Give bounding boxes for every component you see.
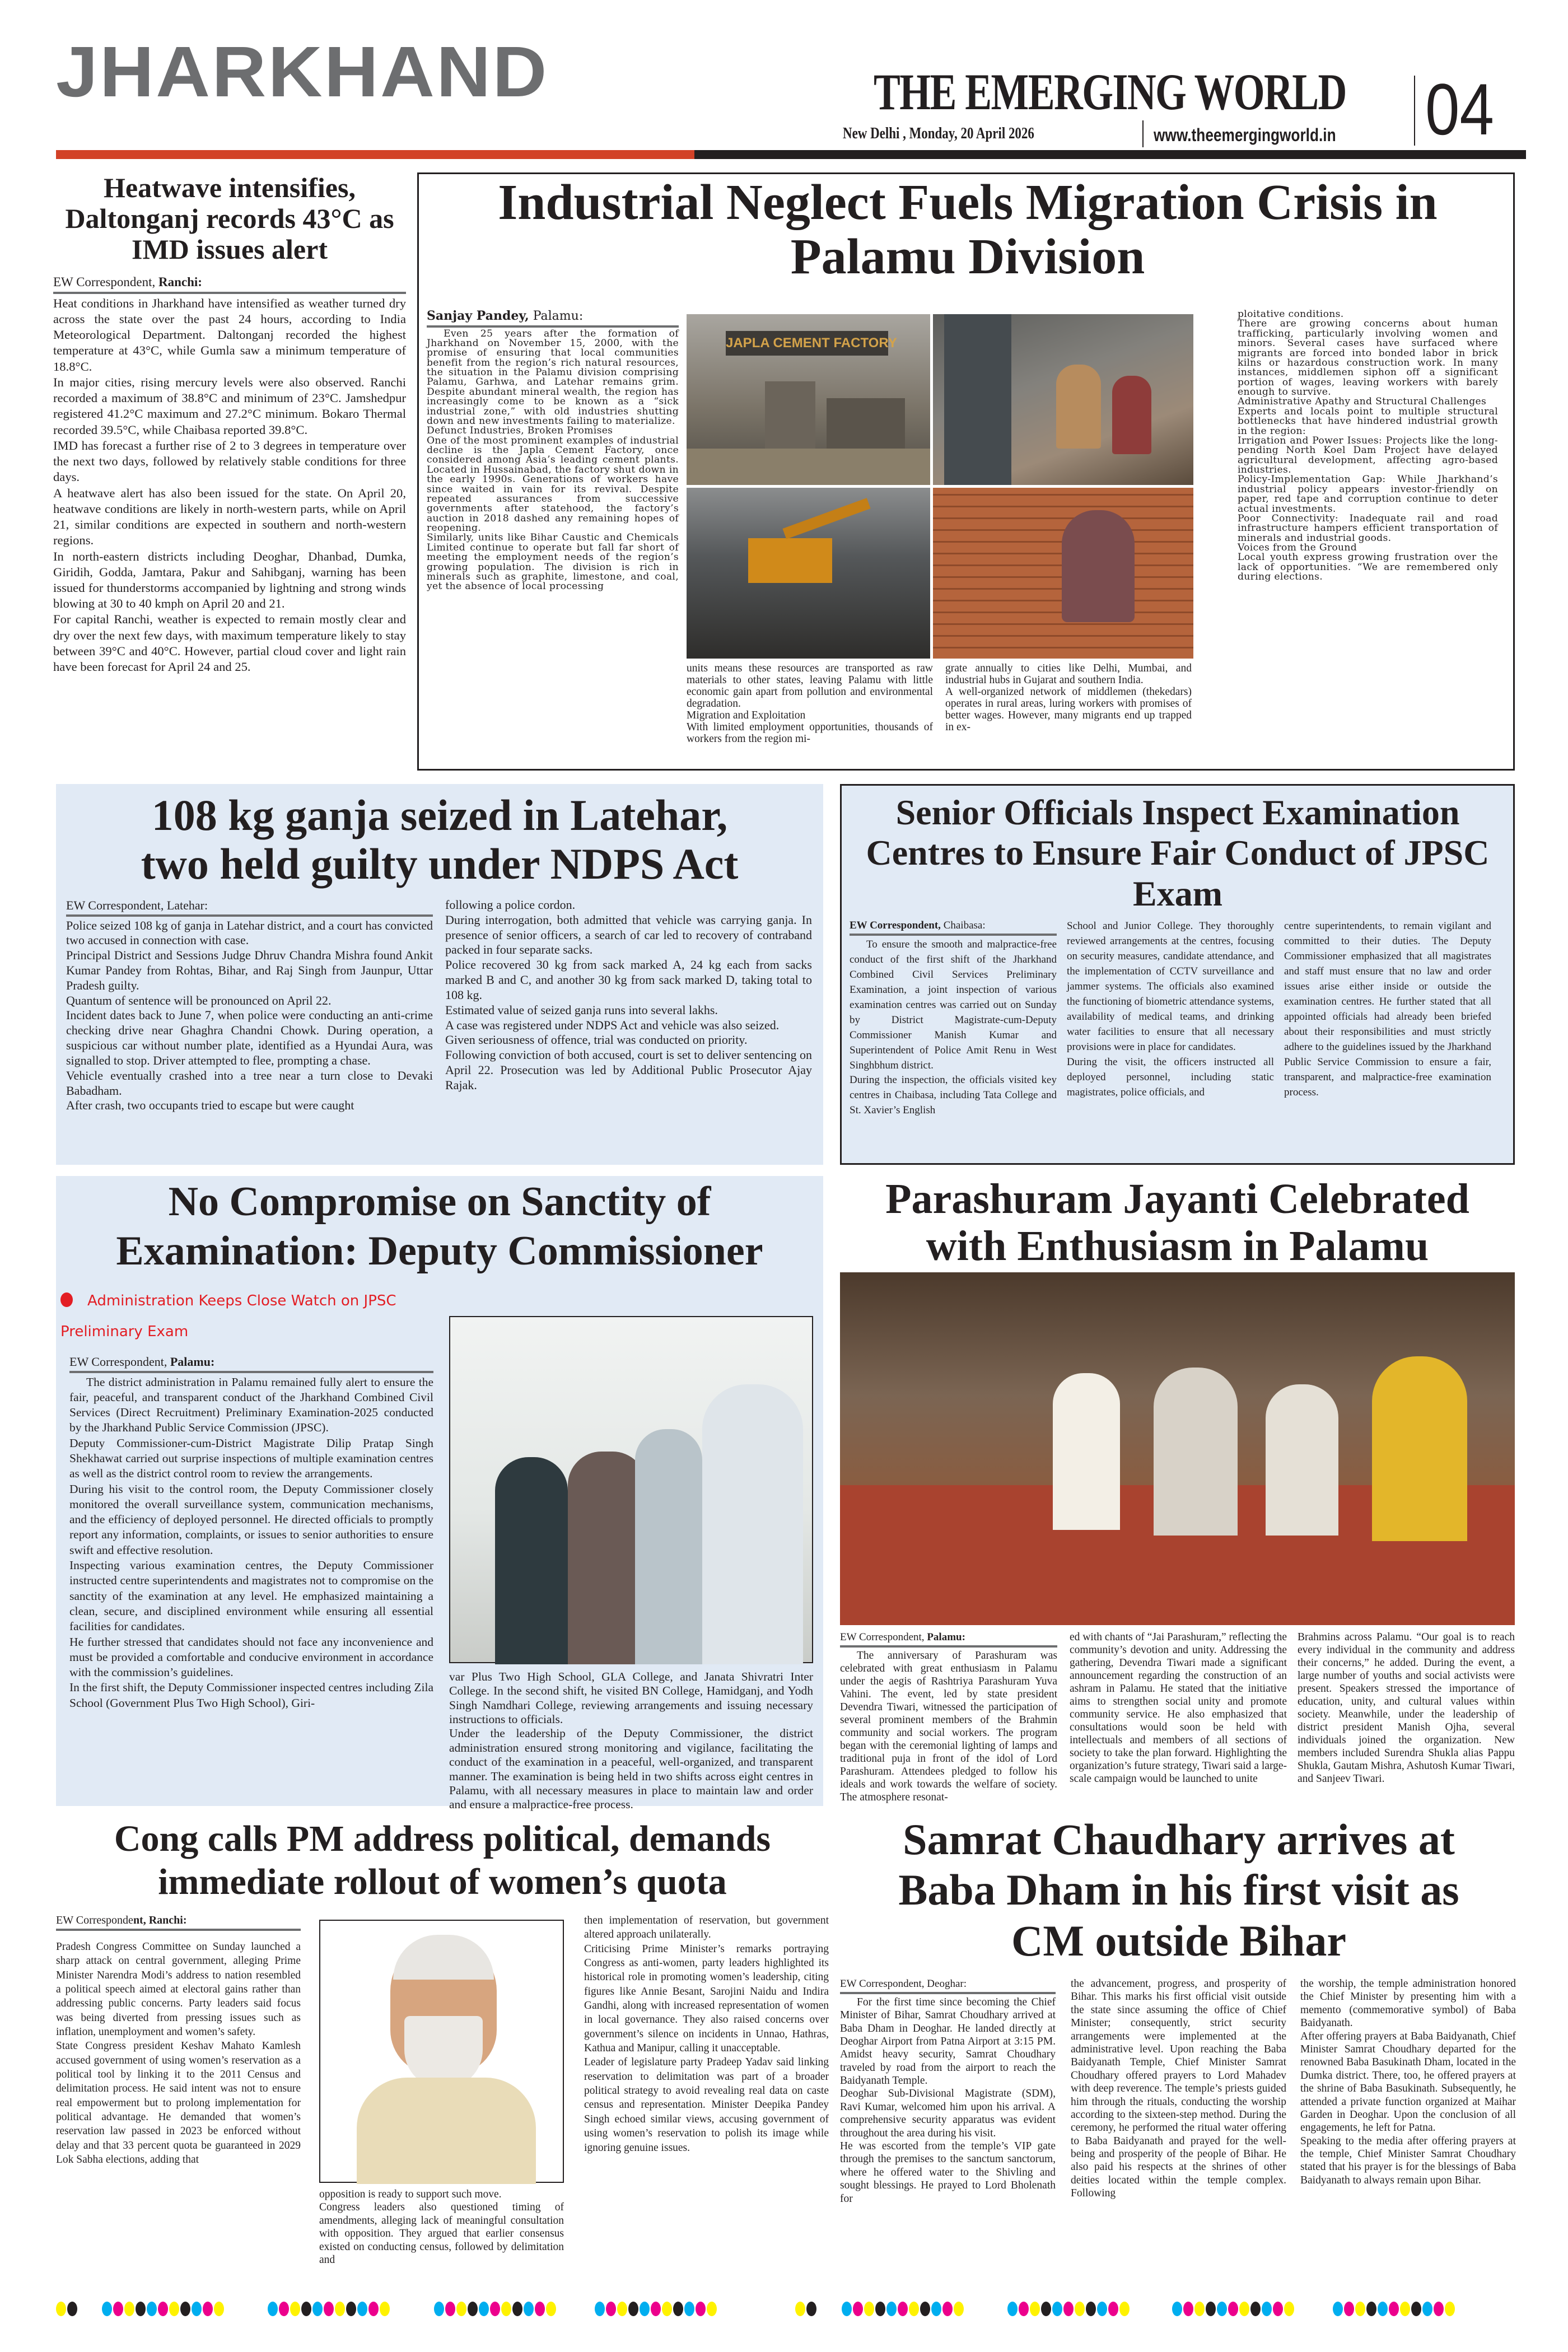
headline: Senior Officials Inspect Examination Centres to Ensure Fair Conduct of JPSC Exam	[866, 792, 1490, 913]
column	[1284, 919, 1491, 1161]
article-body	[584, 1914, 829, 2155]
registration-dot	[1333, 2302, 1343, 2316]
registration-dot	[942, 2302, 953, 2316]
paragraph: Brahmins across Palamu. “Our goal is to reach every individual in the community and address their concerns,” he added. During the event, a large number of youths and social activists were present. Speakers stressed the importance of education, unity, and cultural values within society. Meanwhile, under the leadership of district president Manish Ojha, several individuals joined the organization. New members included Surendra Shukla alias Pappu Shukla, Gautam Mishra, Ashutosh Kumar Tiwari, and Sanjeev Tiwari.	[1298, 1631, 1515, 1785]
byline-prefix: EW Corresponde	[56, 1914, 133, 1926]
column	[1238, 310, 1498, 768]
byline-place: Palamu:	[170, 1355, 215, 1369]
bullet-icon	[60, 1292, 73, 1307]
registration-dot	[684, 2302, 694, 2316]
paragraph: Deputy Commissioner-cum-District Magistrate Dilip Pratap Singh Shekhawat carried out surprise inspections of multiple examination centres as well as the district control room to review the arrangements.	[69, 1436, 433, 1481]
byline-prefix: EW Correspondent,	[840, 1631, 925, 1643]
headline: Samrat Chaudhary arrives at Baba Dham in his first visit as CM outside Bihar	[898, 1815, 1459, 1965]
article-body	[427, 329, 679, 592]
article-jpsc-inspection	[840, 784, 1515, 1165]
paragraph: School and Junior College. They thoroughly reviewed arrangements at the centres, focusing on security measures, candidate attendance, and the implementation of CCTV surveillance and jammer systems. The officials also examined the functioning of biometric attendance systems, availability of medical teams, and drinking water facilities to ensure that all necessary provisions were in place for candidates.	[1067, 920, 1274, 1053]
article-body	[850, 937, 1057, 1119]
registration-dot	[1030, 2302, 1040, 2316]
paragraph: In major cities, rising mercury levels were also observed. Ranchi recorded a maximum of 38.8°C and minimum of 23°C. Jamshedpur registered 41.2°C maximum and 27.2°C minimum. Bokaro Thermal recorded 39.5°C, while Chaibasa reported 39.8°C.	[53, 375, 406, 437]
registration-dot	[468, 2302, 478, 2316]
registration-dot	[136, 2302, 146, 2316]
column	[1300, 1977, 1516, 2285]
paragraph: During his visit to the control room, the Deputy Commissioner closely monitored the overall surveillance system, communication mechanisms, and the efficiency of deployed personnel. He directed officials to promptly report any information, complaints, or issues to senior authorities to ensure swift and effective resolution.	[69, 1482, 433, 1557]
paragraph: A case was registered under NDPS Act and vehicle was also seized.	[445, 1018, 780, 1032]
paragraph: the advancement, progress, and prosperity of Bihar. This marks his first official visit outside the state since assuming the office of Chief Minister; consequently, strict security arrangements were implemented at the administrative level. Upon reaching the Baba Baidyanath Temple, Chief Minister Samrat Choudhary offered prayers to Lord Mahadev with deep reverence. The temple’s priests guided him through the rituals, conducting the worship according to the sixteen-step method. During the ceremony, he performed the ritual water offering to Baba Baidyanath and prayed for the well-being and prosperity of the people of Bihar. He also paid his respects at the shrines of other deities located within the temple complex. Following	[1071, 1978, 1286, 2200]
column	[687, 662, 933, 768]
paragraph: IMD has forecast a further rise of 2 to 3 degrees in temperature over the next two days, followed by relatively stable conditions for three days.	[53, 438, 406, 484]
byline	[53, 274, 406, 294]
paragraph: Under the leadership of the Deputy Commissioner, the district administration ensured strong monitoring and vigilance, facilitating the conduct of the examination in a peaceful, well-organized, and transparent manner. The examination is being held in two shifts across eight centres in Palamu, with all necessary measures in place to maintain law and order and ensure a malpractice-free process.	[449, 1726, 813, 1812]
paragraph: Criticising Prime Minister’s remarks portraying Congress as anti-women, party leaders highlighted its historical role in promoting women’s leadership, citing figures like Annie Besant, Sarojini Naidu and Indira Gandhi, along with increased representation of women in local governance. They also raised concerns over government’s silence on incidents in Unnao, Hathras, Kathua and Manipur, calling it unacceptable.	[584, 1943, 829, 2055]
registration-dot	[279, 2302, 289, 2316]
byline-place: Palamu:	[927, 1631, 965, 1643]
paragraph: grate annually to cities like Delhi, Mumbai, and industrial hubs in Gujarat and southern India.	[945, 662, 1192, 687]
registration-dot	[1378, 2302, 1388, 2316]
headline: Parashuram Jayanti Celebrated with Enthusiasm in Palamu	[885, 1175, 1469, 1270]
headline: Industrial Neglect Fuels Migration Crisis in Palamu Division	[498, 175, 1438, 285]
registration-dot-group	[102, 2302, 224, 2316]
article-body	[1298, 1631, 1515, 1785]
registration-dot	[312, 2302, 323, 2316]
article-body	[319, 2188, 564, 2266]
registration-dot-group	[268, 2302, 390, 2316]
paragraph: Local youth express growing frustration over the lack of opportunities. “We are remembered only during elections.	[1238, 552, 1498, 583]
registration-dot	[1273, 2302, 1283, 2316]
byline-place: Palamu:	[533, 309, 584, 323]
registration-dot	[290, 2302, 300, 2316]
registration-dot	[617, 2302, 627, 2316]
paragraph: var Plus Two High School, GLA College, and Janata Shivratri Inter College. In the second shift, he visited BN College, Hamidganj, and Yodh Singh Namdhari College, reviewing arrangements and issuing necessary instructions to officials.	[449, 1670, 813, 1726]
paragraph: During interrogation, both admitted that vehicle was carrying ganja. In presence of senior officers, a search of car led to recovery of contraband packed in four separate sacks.	[445, 912, 812, 957]
registration-dot	[673, 2302, 683, 2316]
registration-dot	[147, 2302, 157, 2316]
registration-dot	[842, 2302, 852, 2316]
registration-dot	[1172, 2302, 1182, 2316]
paragraph: Quantum of sentence will be pronounced on April 22.	[66, 993, 332, 1007]
paragraph: The anniversary of Parashuram was celebrated with great enthusiasm in Palamu under the aegis of Rashtriya Parashuram Yuva Vahini. The event, led by state president Devendra Tiwari, witnessed the participation of several prominent members of the Brahmin community and social workers. The program began with the ceremonial lighting of lamps and traditional puja in front of the idol of Lord Parashuram. Attendees pledged to follow his ideals and work towards the welfare of society. The atmosphere resonat-	[840, 1649, 1057, 1803]
registration-dot	[1389, 2302, 1399, 2316]
byline-prefix: EW Correspondent,	[69, 1355, 167, 1369]
registration-dot	[1344, 2302, 1354, 2316]
header-rule-red	[56, 150, 694, 159]
column	[1071, 1977, 1286, 2285]
registration-dot	[1400, 2302, 1410, 2316]
registration-dot	[357, 2302, 367, 2316]
registration-dot	[1194, 2302, 1205, 2316]
paragraph: One of the most prominent examples of industrial decline is the Japla Cement Factory, once considered among Asia’s leading cement plants. Located in Hussainabad, the factory shut down in the early 1990s. Generations of workers have since waited in vain for its revival. Despite repeated assurances from successive governments after statehood, the factory’s auction in 2018 dashed any remaining hopes of reopening.	[427, 435, 679, 534]
paragraph: Similarly, units like Bihar Caustic and Chemicals Limited continue to operate but fall far short of meeting the employment needs of the region’s growing population. The division is rich in minerals such as graphite, limestone, and coal, yet the absence of local processing	[427, 532, 679, 592]
paragraph: then implementation of reservation, but government altered approach unilaterally.	[584, 1915, 829, 1941]
byline	[56, 1914, 301, 1931]
paragraph: A heatwave alert has also been issued for the state. On April 20, heatwave conditions are likely in north-western parts, while on April 21, similar conditions are expected in southern and north-western regions.	[53, 486, 406, 548]
section-title: JHARKHAND	[56, 32, 549, 112]
registration-dot-group	[434, 2302, 556, 2316]
registration-dot	[1108, 2302, 1118, 2316]
registration-dot	[1366, 2302, 1376, 2316]
registration-dot	[169, 2302, 179, 2316]
registration-dot	[1063, 2302, 1074, 2316]
registration-dot-group	[1172, 2302, 1294, 2316]
paragraph: After crash, two occupants tried to escape but were caught	[66, 1098, 354, 1113]
registration-dot	[606, 2302, 616, 2316]
registration-dot	[301, 2302, 311, 2316]
paragraph: Speaking to the media after offering prayers at the temple, Chief Minister Samrat Choudhary stated that his prayer is for the blessings of Baba Baidyanath to always remain upon Bihar.	[1300, 2135, 1516, 2186]
registration-dot	[1019, 2302, 1029, 2316]
photo-coal-mine-excavator	[687, 488, 930, 659]
byline-place: Chaibasa:	[943, 920, 986, 931]
paragraph: Leader of legislature party Pradeep Yadav said linking reservation to delimitation was part of a broader political strategy to avoid revealing real data on caste census and representation. Minister Deepika Pandey Singh echoed similar views, accusing government of using women’s reservation to polish its image while ignoring genuine issues.	[584, 2056, 829, 2154]
paragraph: Pradesh Congress Committee on Sunday launched a sharp attack on central government, alleging Prime Minister Narendra Modi’s address to nation resembled a political speech aimed at electoral gains rather than addressing public concerns. Party leaders said focus was being diverted from pressing issues such as inflation, unemployment and women’s safety.	[56, 1941, 301, 2038]
paragraph: Migration and Exploitation	[687, 710, 806, 722]
newspaper-name: THE EMERGING WORLD	[874, 63, 1346, 120]
byline-place: nt, Ranchi:	[133, 1914, 187, 1926]
registration-dot-group	[1007, 2302, 1130, 2316]
registration-dot	[662, 2302, 672, 2316]
paragraph: In the first shift, the Deputy Commissioner inspected centres including Zila School (Government Plus Two High School), Giri-	[69, 1681, 433, 1710]
registration-dot	[524, 2302, 534, 2316]
registration-dot	[102, 2302, 112, 2316]
registration-dot	[1445, 2302, 1455, 2316]
article-body	[66, 918, 433, 1114]
registration-dot	[434, 2302, 444, 2316]
registration-dot	[1411, 2302, 1421, 2316]
registration-dot	[707, 2302, 717, 2316]
paragraph: Estimated value of seized ganja runs into several lakhs.	[445, 1002, 718, 1017]
registration-dot	[595, 2302, 605, 2316]
paragraph: Irrigation and Power Issues: Projects like the long-pending North Koel Dam Project have delayed agricultural development, affecting agro-based industries.	[1238, 435, 1498, 475]
paragraph: After offering prayers at Baba Baidyanath, Chief Minister Samrat Choudhary departed for the renowned Baba Basukinath Dham, located in the Dumka district. There, too, he offered prayers at the shrine of Baba Basukinath. Subsequently, he attended a private function organized at Maihar Garden in Deoghar. Upon the conclusion of all engagements, he left for Patna.	[1300, 2030, 1516, 2134]
article-ganja	[56, 784, 823, 1165]
paragraph: During the visit, the officers instructed all deployed personnel, including static magistrates, police officials, and	[1067, 1056, 1274, 1098]
byline	[427, 309, 679, 328]
paragraph: Voices from the Ground	[1238, 542, 1357, 553]
registration-dot	[1239, 2302, 1249, 2316]
photo-migrant-workers-train	[933, 314, 1193, 485]
paragraph: Principal District and Sessions Judge Dhruv Chandra Mishra found Ankit Kumar Pandey from Rohtas, Bihar, and Raj Singh from Jaunpur, Uttar Pradesh guilty.	[66, 948, 433, 992]
article-body	[1300, 1977, 1516, 2187]
registration-dot	[501, 2302, 511, 2316]
paragraph: Policy-Implementation Gap: While Jharkhand’s industrial policy appears investor-friendly on paper, red tape and corruption continue to deter actual investments.	[1238, 474, 1498, 515]
registration-dot	[56, 2302, 66, 2316]
column	[1070, 1631, 1287, 1804]
byline	[850, 919, 1057, 936]
registration-dot	[1434, 2302, 1444, 2316]
paragraph: Even 25 years after the formation of Jharkhand on November 15, 2000, with the promise of ensuring that local communities benefit from the region’s rich natural resources, the situation in the Palamu division comprising Palamu, Garhwa, and Latehar remains grim. Despite abundant mineral wealth, the region has increasingly come to be known as a “sick industrial zone,” with old industries shutting down and new investments failing to materialize.	[427, 328, 679, 427]
article-body	[53, 296, 406, 675]
article-body	[56, 1940, 301, 2167]
article-body	[945, 662, 1192, 733]
registration-dot-group	[56, 2302, 77, 2316]
registration-dot	[909, 2302, 919, 2316]
article-body	[1238, 310, 1498, 582]
paragraph: Congress leaders also questioned timing of amendments, alleging lack of meaningful consultation with opposition. They argued that earlier consensus existed on conducting census, followed by delimitation and	[319, 2201, 564, 2266]
article-migration	[417, 172, 1515, 771]
column	[1067, 919, 1274, 1161]
column	[1298, 1631, 1515, 1804]
paragraph: There are growing concerns about human trafficking, particularly involving women and minors. Several cases have surfaced where migrants are forced into bonded labor in brick kilns or hazardous construction work. In many instances, middlemen siphon off a significant portion of wages, leaving workers with barely enough to survive.	[1238, 318, 1498, 398]
page-number: 04	[1425, 68, 1494, 150]
paragraph: With limited employment opportunities, thousands of workers from the region mi-	[687, 721, 933, 745]
subhead-text: Administration Keeps Close Watch on JPSC Preliminary Exam	[60, 1292, 396, 1340]
photo-brick-kiln-worker	[933, 488, 1193, 659]
paragraph: For the first time since becoming the Chief Minister of Bihar, Samrat Choudhary arrived at Baba Dham in Deoghar. He landed directly at Deoghar Airport from Patna Airport at 3:15 PM. Amidst heavy security, Samrat Choudhary traveled by road from the airport to reach the Baidyanath Temple.	[840, 1996, 1056, 2087]
paragraph: For capital Ranchi, weather is expected to remain mostly clear and dry over the next few days, with maximum temperature likely to stay between 39°C and 40°C. However, partial cloud cover and light rain have been forecast for April 24 and 25.	[53, 612, 406, 674]
paragraph: Following conviction of both accused, court is set to deliver sentencing on April 22. Prosecution was led by Additional Public Prosecutor Ajay Rajak.	[445, 1048, 812, 1092]
registration-dot	[1206, 2302, 1216, 2316]
byline	[69, 1354, 433, 1373]
subhead	[60, 1286, 430, 1348]
registration-dot	[1007, 2302, 1018, 2316]
registration-dot	[490, 2302, 500, 2316]
paragraph: Deoghar Sub-Divisional Magistrate (SDM), Ravi Kumar, welcomed him upon his arrival. A comprehensive security apparatus was evident throughout the area during his visit.	[840, 2088, 1056, 2139]
registration-dot	[192, 2302, 202, 2316]
column	[319, 2188, 564, 2286]
registration-dot-group	[595, 2302, 717, 2316]
paragraph: centre superintendents, to remain vigilant and committed to their duties. The Deputy Commissioner emphasized that all magistrates and staff must ensure that no law and order issues arise either inside or outside the examination centres. He further stated that all appointed officials had already been briefed about their responsibilities and must strictly adhere to the guidelines issued by the Jharkhand Public Service Commission to ensure a fair, transparent, and malpractice-free examination process.	[1284, 920, 1491, 1098]
header-rule-black	[694, 150, 1526, 159]
paragraph: To ensure the smooth and malpractice-free conduct of the first shift of the Jharkhand Combined Civil Services Preliminary Examination, a joint inspection of various examination centres was carried out on Sunday by District Magistrate-cum-Deputy Commissioner Manish Kumar and Superintendent of Police Amit Renu in West Singhbhum district.	[850, 938, 1057, 1071]
article-samrat-chaudhary	[840, 1812, 1518, 2288]
paragraph: Given seriousness of offence, trial was conducted on priority.	[445, 1033, 748, 1047]
registration-dot	[1228, 2302, 1238, 2316]
registration-dot	[1052, 2302, 1062, 2316]
factory-sign: JAPLA CEMENT FACTORY	[726, 331, 888, 356]
column	[69, 1354, 433, 1802]
paragraph: Heat conditions in Jharkhand have intensified as weather turned dry across the state over the past 24 hours, according to India Meteorological Department. Daltonganj recorded the highest temperature at 43°C, while Gumla saw a minimum temperature of 18.8°C.	[53, 296, 406, 374]
column	[840, 1631, 1057, 1804]
registration-dot	[853, 2302, 863, 2316]
article-body	[687, 662, 933, 745]
registration-dot	[1041, 2302, 1051, 2316]
column	[449, 1670, 813, 1812]
paragraph: Incident dates back to June 7, when police were conducting an anti-crime checking drive near Ghaghra Chandni Chowk. During operation, a suspicious car without number plate, identified as a Hyundai Aura, was signalled to stop. Driver attempted to flee, prompting a chase.	[66, 1008, 433, 1067]
registration-dot	[1119, 2302, 1130, 2316]
registration-dot	[368, 2302, 379, 2316]
paragraph: Police seized 108 kg of ganja in Latehar district, and a court has convicted two accused in connection with case.	[66, 918, 433, 948]
divider	[1142, 120, 1144, 147]
registration-dot	[1217, 2302, 1227, 2316]
column	[427, 309, 679, 768]
registration-dot	[1355, 2302, 1365, 2316]
registration-dot	[1422, 2302, 1432, 2316]
registration-dot	[898, 2302, 908, 2316]
paragraph: Vehicle eventually crashed into a tree near a turn close to Devaki Babadham.	[66, 1068, 433, 1098]
registration-dot	[920, 2302, 930, 2316]
paragraph: State Congress president Keshav Mahato Kamlesh accused government of using women’s reservation as a political tool by linking it to the 2011 Census and delimitation process. He said intent was not to ensure real empowerment but to prolong implementation for political advantage. He demanded that women’s reservation law passed in 2023 be enforced without delay and that 33 percent quota be guaranteed in 2029 Lok Sabha elections, adding that	[56, 2040, 301, 2166]
registration-dot	[535, 2302, 545, 2316]
registration-dot-group	[795, 2302, 816, 2316]
registration-dot	[1262, 2302, 1272, 2316]
registration-dot	[268, 2302, 278, 2316]
paragraph: the worship, the temple administration honored the Chief Minister by presenting him with a memento (commemorative symbol) of Baba Baidyanath.	[1300, 1978, 1516, 2029]
column	[840, 1977, 1056, 2285]
article-body	[69, 1375, 433, 1711]
paragraph: Police recovered 30 kg from sack marked A, 24 kg each from sacks marked B and C, and another 30 kg from sack marked D, taking total to 108 kg.	[445, 958, 812, 1002]
registration-dot	[628, 2302, 638, 2316]
paragraph: In north-eastern districts including Deoghar, Dhanbad, Dumka, Giridih, Godda, Jamtara, Pakur and Sahibganj, warning has been issued for thunderstorms accompanied by lightning and strong winds blowing at 30 to 40 kmph on April 20 and 21.	[53, 549, 406, 611]
paragraph: A well-organized network of middlemen (thekedars) operates in rural areas, luring workers with promises of better wages. However, many migrants end up trapped in ex-	[945, 686, 1192, 734]
registration-dot	[214, 2302, 224, 2316]
paragraph: He further stressed that candidates should not face any inconvenience and must be provided a comfortable and conducive environment in accordance with the commission’s guidelines.	[69, 1635, 433, 1679]
article-congress-women-quota	[56, 1812, 829, 2288]
registration-dot	[875, 2302, 885, 2316]
paragraph: Administrative Apathy and Structural Challenges	[1238, 396, 1487, 408]
registration-dot	[324, 2302, 334, 2316]
byline-name: Sanjay Pandey,	[427, 309, 529, 323]
byline-prefix: EW Correspondent,	[850, 920, 941, 931]
article-parashuram-jayanti	[840, 1176, 1515, 1806]
paragraph: ploitative conditions.	[1238, 309, 1344, 320]
paragraph: opposition is ready to support such move.	[319, 2188, 502, 2200]
article-body	[1067, 919, 1274, 1100]
registration-dot	[954, 2302, 964, 2316]
registration-dot	[795, 2302, 805, 2316]
dateline: New Delhi , Monday, 20 April 2026	[843, 125, 1034, 142]
registration-dot	[445, 2302, 455, 2316]
byline: EW Correspondent, Latehar:	[66, 898, 433, 917]
registration-dot	[113, 2302, 123, 2316]
registration-dot	[124, 2302, 134, 2316]
registration-dot	[696, 2302, 706, 2316]
photo-prime-minister	[319, 1920, 564, 2183]
registration-dot	[180, 2302, 190, 2316]
registration-dot	[1075, 2302, 1085, 2316]
byline	[840, 1631, 1057, 1648]
byline-prefix: EW Correspondent,	[53, 275, 156, 289]
paragraph: During the inspection, the officials visited key centres in Chaibasa, including Tata College and St. Xavier’s English	[850, 1074, 1057, 1117]
article-heatwave	[53, 168, 406, 773]
article-body	[449, 1670, 813, 1812]
photo-parashuram-event	[840, 1272, 1515, 1625]
registration-dot	[1086, 2302, 1096, 2316]
registration-dot	[886, 2302, 897, 2316]
headline: Cong calls PM address political, demands immediate rollout of women’s quota	[114, 1818, 771, 1903]
registration-dot-group	[842, 2302, 964, 2316]
registration-dot	[651, 2302, 661, 2316]
registration-dot	[1097, 2302, 1107, 2316]
article-body	[1284, 919, 1491, 1100]
registration-dot	[203, 2302, 213, 2316]
photo-japla-cement-factory	[687, 314, 930, 485]
registration-dot	[346, 2302, 356, 2316]
paragraph: Experts and locals point to multiple structural bottlenecks that have hindered industrial growth in the region:	[1238, 405, 1498, 437]
byline: EW Correspondent, Deoghar:	[840, 1977, 1056, 1994]
column	[850, 919, 1057, 1161]
paragraph: Inspecting various examination centres, the Deputy Commissioner instructed centre superintendents and magistrates not to compromise on the sanctity of the examination at any level. He emphasized maintaining a clean, secure, and disciplined environment while ensuring all essential facilities for candidates.	[69, 1558, 433, 1634]
registration-dot	[67, 2302, 77, 2316]
column	[56, 1914, 301, 2286]
registration-dot	[931, 2302, 941, 2316]
registration-dot	[335, 2302, 345, 2316]
registration-dot	[1250, 2302, 1261, 2316]
photo-dc-inspection	[449, 1316, 813, 1663]
registration-dot	[806, 2302, 816, 2316]
article-body	[840, 1996, 1056, 2205]
registration-dot	[1284, 2302, 1294, 2316]
article-body	[840, 1649, 1057, 1804]
article-body	[1070, 1631, 1287, 1785]
registration-dot	[546, 2302, 556, 2316]
article-body	[445, 898, 812, 1093]
registration-dot	[864, 2302, 874, 2316]
registration-dot	[1183, 2302, 1193, 2316]
registration-dot	[479, 2302, 489, 2316]
paragraph: He was escorted from the temple’s VIP gate through the premises to the sanctum sanctorum, where he offered water to the Shivling and sought blessings. He prayed to Lord Bholenath for	[840, 2140, 1056, 2205]
registration-dot	[456, 2302, 466, 2316]
article-body	[1071, 1977, 1286, 2200]
paragraph: units means these resources are transported as raw materials to other states, leaving Palamu with little economic gain apart from pollution and environmental degradation.	[687, 662, 933, 710]
article-exam-sanctity	[56, 1176, 823, 1812]
registration-dot	[512, 2302, 522, 2316]
column	[66, 898, 433, 1161]
registration-dot	[640, 2302, 650, 2316]
paragraph: ed with chants of “Jai Parashuram,” reflecting the community’s devotion and unity. Addressing the gathering, Devendra Tiwari made a significant announcement regarding the construction of an ashram in Palamu. He stated that the initiative aims to strengthen social unity and promote community service. He also emphasized that consultations would soon be held with intellectuals and members of all sections of society to take the plan forward. Highlighting the organization’s future strategy, Tiwari said a large-scale campaign would be launched to unite	[1070, 1631, 1287, 1785]
paragraph: following a police cordon.	[445, 898, 576, 912]
divider	[1414, 76, 1415, 146]
registration-dot	[158, 2302, 168, 2316]
website-link[interactable]: www.theemergingworld.in	[1154, 125, 1336, 145]
column	[445, 898, 812, 1161]
headline: No Compromise on Sanctity of Examination: Deputy Commissioner	[116, 1179, 763, 1275]
paragraph: The district administration in Palamu remained fully alert to ensure the fair, peaceful, and transparent conduct of the Jharkhand Combined Civil Services (Direct Recruitment) Preliminary Examination-2025 conducted by the Jharkhand Public Service Commission (JPSC).	[69, 1375, 433, 1435]
byline-place: Ranchi:	[158, 275, 202, 289]
paragraph: Defunct Industries, Broken Promises	[427, 425, 613, 437]
registration-dot-group	[1333, 2302, 1455, 2316]
column	[945, 662, 1192, 768]
registration-dot	[380, 2302, 390, 2316]
column	[584, 1914, 829, 2286]
headline: 108 kg ganja seized in Latehar, two held guilty under NDPS Act	[141, 791, 739, 889]
headline: Heatwave intensifies, Daltonganj records 43°C as IMD issues alert	[65, 172, 394, 265]
paragraph: Poor Connectivity: Inadequate rail and road infrastructure hampers efficient transportation of minerals and industrial goods.	[1238, 512, 1498, 544]
